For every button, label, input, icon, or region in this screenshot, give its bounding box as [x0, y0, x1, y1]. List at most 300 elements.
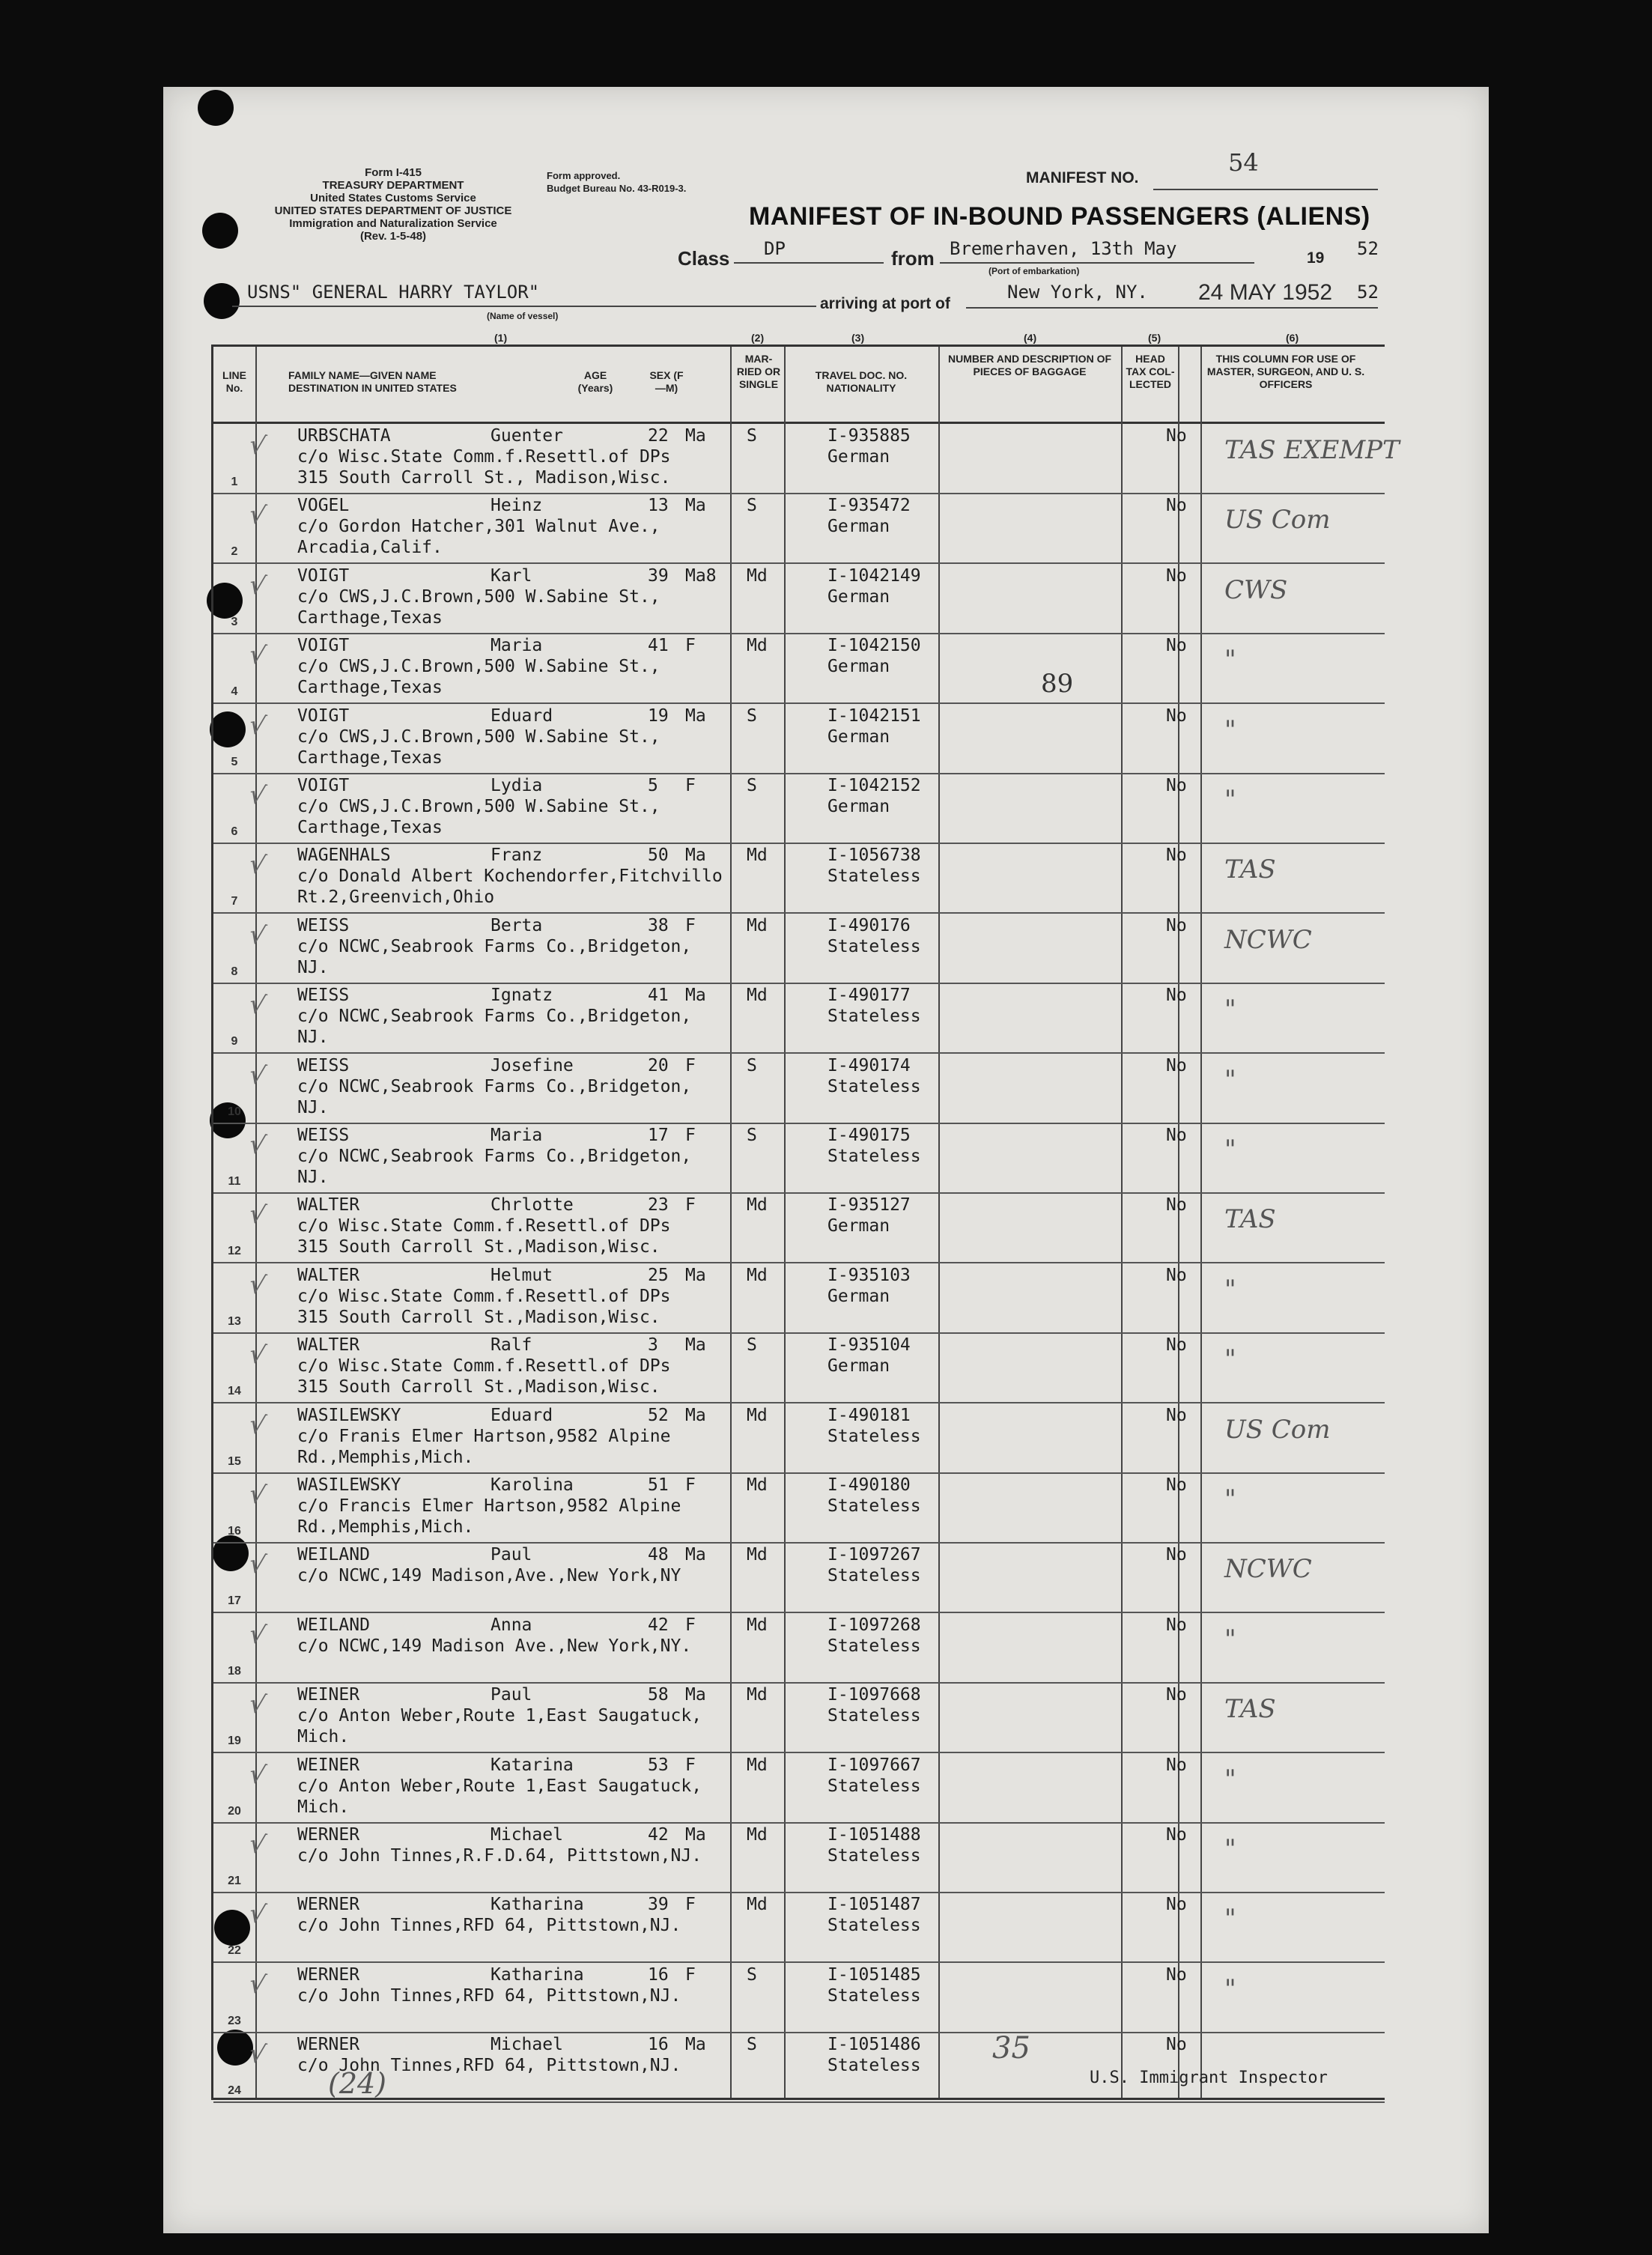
destination-line-1: c/o NCWC,149 Madison,Ave.,New York,NY	[297, 1566, 681, 1586]
destination-line-1: c/o NCWC,Seabrook Farms Co.,Bridgeton,	[297, 936, 692, 956]
check-mark-icon: √	[246, 1618, 268, 1651]
destination-line-1: c/o Wisc.State Comm.f.Resettl.of DPs	[297, 1216, 671, 1236]
table-row	[213, 1612, 1385, 1684]
line-number: 8	[231, 965, 238, 978]
manifest-title: MANIFEST OF IN-BOUND PASSENGERS (ALIENS)	[749, 202, 1370, 231]
line-number: 22	[228, 1944, 241, 1958]
destination-line-2: 315 South Carroll St.,Madison,Wisc.	[297, 1237, 661, 1257]
marital-status: S	[747, 1126, 757, 1145]
passenger-given-name: Maria	[491, 636, 543, 656]
passenger-given-name: Maria	[491, 1126, 543, 1145]
destination-line-2: NJ.	[297, 957, 329, 977]
passenger-given-name: Lydia	[491, 776, 543, 795]
nationality: Stateless	[827, 2056, 921, 2076]
officer-note: "	[1224, 1764, 1236, 1794]
passenger-sex: F	[685, 1126, 696, 1145]
check-mark-icon: √	[246, 1129, 268, 1162]
destination-line-1: c/o NCWC,Seabrook Farms Co.,Bridgeton,	[297, 1007, 692, 1027]
head-tax: No	[1166, 1055, 1187, 1075]
passenger-age: 25	[648, 1265, 669, 1285]
marital-status: Md	[747, 846, 768, 866]
travel-doc-number: I-490181	[827, 1405, 911, 1425]
table-row	[213, 843, 1385, 914]
nationality: German	[827, 586, 890, 607]
marital-status: Md	[747, 565, 768, 586]
marital-status: S	[747, 496, 757, 516]
table-row	[213, 703, 1385, 774]
travel-doc-number: I-1042152	[827, 776, 921, 795]
line-number: 17	[228, 1594, 241, 1608]
passenger-sex: F	[685, 1755, 696, 1775]
class-label: Class	[678, 247, 730, 270]
check-mark-icon: √	[246, 1198, 268, 1231]
col-baggage: NUMBER AND DESCRIPTION OF PIECES OF BAGGAGE	[947, 353, 1112, 377]
table-row	[213, 1472, 1385, 1544]
head-tax: No	[1166, 496, 1187, 516]
table-row	[213, 1403, 1385, 1474]
line-number: 24	[228, 2084, 241, 2098]
marital-status: S	[747, 776, 757, 795]
destination-line-2: NJ.	[297, 1097, 329, 1117]
officer-note: US Com	[1224, 1414, 1331, 1445]
officer-note: "	[1224, 1624, 1236, 1654]
nationality: German	[827, 797, 890, 816]
passenger-sex: F	[685, 1055, 696, 1075]
check-mark-icon: √	[246, 709, 268, 742]
passenger-sex: F	[685, 1615, 696, 1635]
passenger-surname: VOIGT	[297, 565, 350, 586]
table-row	[213, 1123, 1385, 1194]
nationality: Stateless	[827, 1846, 921, 1866]
marital-status: Md	[747, 1475, 768, 1495]
passenger-surname: WERNER	[297, 2035, 360, 2055]
manifest-no-underline	[1153, 189, 1378, 190]
head-tax: No	[1166, 1825, 1187, 1845]
year-prefix: 19	[1307, 249, 1325, 267]
manifest-no-value: 54	[1228, 148, 1259, 177]
head-tax: No	[1166, 2035, 1187, 2055]
head-tax: No	[1166, 1685, 1187, 1705]
head-tax: No	[1166, 426, 1187, 446]
nationality: German	[827, 1216, 890, 1236]
marital-status: Md	[747, 1895, 768, 1915]
line-number: 21	[228, 1875, 241, 1887]
passenger-surname: WERNER	[297, 1895, 360, 1915]
marital-status: Md	[747, 1685, 768, 1705]
manifest-table	[211, 332, 1400, 2100]
passenger-given-name: Karl	[491, 565, 532, 586]
passenger-age: 42	[648, 1615, 669, 1635]
travel-doc-number: I-1042150	[827, 636, 921, 656]
passenger-given-name: Katharina	[491, 1895, 584, 1915]
marital-status: Md	[747, 986, 768, 1006]
table-row	[213, 1192, 1385, 1263]
officer-note: "	[1224, 1834, 1236, 1864]
line-number: 14	[228, 1385, 241, 1398]
check-mark-icon: √	[246, 919, 268, 952]
head-tax: No	[1166, 1405, 1187, 1425]
passenger-surname: WERNER	[297, 1825, 360, 1845]
passenger-sex: Ma	[685, 426, 706, 446]
passenger-age: 38	[648, 915, 669, 935]
travel-doc-number: I-935472	[827, 496, 911, 516]
col-head-tax: HEAD TAX COL-LECTED	[1126, 353, 1175, 390]
nationality: Stateless	[827, 1076, 921, 1096]
head-tax: No	[1166, 565, 1187, 586]
nationality: Stateless	[827, 936, 921, 956]
travel-doc-number: I-1097268	[827, 1615, 921, 1635]
passenger-surname: WAGENHALS	[297, 846, 391, 866]
officer-note: "	[1224, 1344, 1236, 1375]
nationality: Stateless	[827, 1147, 921, 1166]
table-row	[213, 913, 1385, 984]
passenger-age: 20	[648, 1055, 669, 1075]
travel-doc-number: I-490177	[827, 986, 911, 1006]
nationality: German	[827, 1356, 890, 1377]
year-value: 52	[1357, 238, 1379, 259]
officer-note: "	[1224, 785, 1236, 815]
passenger-surname: WALTER	[297, 1195, 360, 1215]
form-approval: Form approved. Budget Bureau No. 43-R019-3.	[547, 170, 687, 194]
travel-doc-number: I-490176	[827, 915, 911, 935]
line-number: 1	[231, 476, 238, 488]
passenger-age: 16	[648, 2035, 669, 2055]
passenger-surname: WEISS	[297, 915, 350, 935]
travel-doc-number: I-1042151	[827, 705, 921, 726]
passenger-given-name: Franz	[491, 846, 543, 866]
officer-note: US Com	[1224, 505, 1331, 535]
passenger-surname: WASILEWSKY	[297, 1475, 401, 1495]
officer-note: CWS	[1224, 574, 1288, 605]
passenger-age: 52	[648, 1405, 669, 1425]
destination-line-2: 315 South Carroll St.,Madison,Wisc.	[297, 1377, 661, 1397]
destination-line-1: c/o Donald Albert Kochendorfer,Fitchvillo	[297, 867, 723, 887]
line-number: 19	[228, 1735, 241, 1748]
class-value: DP	[764, 238, 786, 259]
handwritten-count: 35	[992, 2031, 1030, 2066]
passenger-age: 17	[648, 1126, 669, 1145]
check-mark-icon: √	[246, 1548, 268, 1581]
travel-doc-number: I-1051486	[827, 2035, 921, 2055]
check-mark-icon: √	[246, 1758, 268, 1791]
passenger-sex: F	[685, 776, 696, 795]
check-mark-icon: √	[246, 2038, 268, 2071]
nationality: Stateless	[827, 1985, 921, 2006]
line-number: 10	[228, 1105, 241, 1118]
head-tax: No	[1166, 1475, 1187, 1495]
destination-line-1: c/o CWS,J.C.Brown,500 W.Sabine St.,	[297, 797, 661, 816]
col-sex: SEX (F—M)	[649, 369, 684, 394]
check-mark-icon: √	[246, 989, 268, 1022]
col-number-4: (4)	[1024, 332, 1037, 344]
line-number: 12	[228, 1245, 241, 1258]
nationality: German	[827, 726, 890, 747]
travel-doc-number: I-490180	[827, 1475, 911, 1495]
marital-status: Md	[747, 1405, 768, 1425]
head-tax: No	[1166, 1335, 1187, 1356]
vessel-caption: (Name of vessel)	[487, 311, 559, 321]
officer-note: "	[1224, 1064, 1236, 1095]
marital-status: S	[747, 1055, 757, 1075]
col-number-6: (6)	[1286, 332, 1299, 344]
officer-note: "	[1224, 1135, 1236, 1165]
passenger-age: 48	[648, 1545, 669, 1565]
vessel-underline	[232, 306, 816, 307]
line-number: 6	[231, 825, 238, 838]
from-underline	[940, 262, 1254, 264]
passenger-sex: F	[685, 1195, 696, 1215]
nationality: Stateless	[827, 1706, 921, 1726]
passenger-surname: WEINER	[297, 1685, 360, 1705]
travel-doc-number: I-935127	[827, 1195, 911, 1215]
col-officers: THIS COLUMN FOR USE OF MASTER, SURGEON, AND U. S. OFFICERS	[1206, 353, 1365, 390]
table-row	[213, 1332, 1385, 1403]
table-row	[213, 1053, 1385, 1124]
table-row	[213, 983, 1385, 1054]
destination-line-2: Mich.	[297, 1797, 350, 1817]
check-mark-icon: √	[246, 849, 268, 881]
nationality: Stateless	[827, 1496, 921, 1516]
travel-doc-number: I-1097668	[827, 1685, 921, 1705]
check-mark-icon: √	[246, 1059, 268, 1092]
destination-line-1: c/o Wisc.State Comm.f.Resettl.of DPs	[297, 447, 671, 467]
head-tax: No	[1166, 1545, 1187, 1565]
table-row	[213, 1542, 1385, 1613]
destination-line-1: c/o Anton Weber,Route 1,East Saugatuck,	[297, 1776, 702, 1796]
travel-doc-number: I-935103	[827, 1265, 911, 1285]
marital-status: Md	[747, 1615, 768, 1635]
passenger-given-name: Eduard	[491, 705, 553, 726]
destination-line-2: Carthage,Texas	[297, 678, 443, 698]
table-row	[213, 1263, 1385, 1334]
check-mark-icon: √	[246, 1968, 268, 2001]
line-number: 15	[228, 1454, 241, 1468]
marital-status: Md	[747, 1545, 768, 1565]
officer-note: "	[1224, 1274, 1236, 1305]
passenger-age: 42	[648, 1825, 669, 1845]
nationality: Stateless	[827, 867, 921, 887]
check-mark-icon: √	[246, 499, 268, 532]
from-caption: (Port of embarkation)	[989, 266, 1080, 276]
table-row	[213, 2032, 1385, 2103]
marital-status: Md	[747, 1755, 768, 1775]
destination-line-1: c/o John Tinnes,RFD 64, Pittstown,NJ.	[297, 1916, 681, 1936]
arriving-value: New York, NY.	[1007, 282, 1148, 303]
arriving-label: arriving at port of	[820, 295, 950, 312]
form-identification: Form I-415 TREASURY DEPARTMENT United States Customs Service UNITED STATES DEPARTMENT OF JUSTICE Immigration and Naturalization Service (Rev. 1-5-48)	[274, 166, 512, 243]
destination-line-2: Carthage,Texas	[297, 747, 443, 768]
line-number: 7	[231, 895, 238, 908]
class-underline	[734, 262, 884, 264]
passenger-age: 39	[648, 565, 669, 586]
passenger-surname: VOIGT	[297, 636, 350, 656]
passenger-given-name: Paul	[491, 1545, 532, 1565]
line-number: 5	[231, 755, 238, 768]
nationality: Stateless	[827, 1007, 921, 1027]
passenger-given-name: Anna	[491, 1615, 532, 1635]
check-mark-icon: √	[246, 1898, 268, 1931]
passenger-age: 5	[648, 776, 658, 795]
check-mark-icon: √	[246, 1828, 268, 1861]
destination-line-1: c/o Franis Elmer Hartson,9582 Alpine	[297, 1426, 671, 1446]
passenger-given-name: Katarina	[491, 1755, 574, 1775]
marital-status: Md	[747, 1265, 768, 1285]
travel-doc-number: I-1051485	[827, 1964, 921, 1985]
check-mark-icon: √	[246, 1269, 268, 1302]
officer-note: NCWC	[1224, 1554, 1312, 1585]
marital-status: S	[747, 1335, 757, 1356]
check-mark-icon: √	[246, 639, 268, 672]
destination-line-2: 315 South Carroll St.,Madison,Wisc.	[297, 1307, 661, 1327]
destination-line-1: c/o CWS,J.C.Brown,500 W.Sabine St.,	[297, 586, 661, 607]
passenger-age: 16	[648, 1964, 669, 1985]
passenger-surname: WASILEWSKY	[297, 1405, 401, 1425]
passenger-surname: WEISS	[297, 1055, 350, 1075]
travel-doc-number: I-490175	[827, 1126, 911, 1145]
passenger-age: 41	[648, 986, 669, 1006]
passenger-surname: WERNER	[297, 1964, 360, 1985]
marital-status: S	[747, 705, 757, 726]
table-row	[213, 773, 1385, 844]
table-row	[213, 1682, 1385, 1753]
passenger-surname: VOIGT	[297, 705, 350, 726]
arrival-date-stamp: 24 MAY 1952	[1198, 280, 1333, 305]
destination-line-1: c/o Wisc.State Comm.f.Resettl.of DPs	[297, 1286, 671, 1306]
passenger-sex: F	[685, 1964, 696, 1985]
destination-line-2: 315 South Carroll St., Madison,Wisc.	[297, 468, 671, 488]
passenger-surname: WEILAND	[297, 1545, 370, 1565]
col-number-3: (3)	[851, 332, 865, 344]
line-number: 2	[231, 545, 238, 559]
table-row	[213, 1962, 1385, 2033]
nationality: German	[827, 1286, 890, 1306]
officer-note: TAS	[1224, 1694, 1276, 1725]
line-number: 11	[228, 1175, 241, 1188]
destination-line-1: c/o Wisc.State Comm.f.Resettl.of DPs	[297, 1356, 671, 1377]
passenger-given-name: Katharina	[491, 1964, 584, 1985]
col-number-2: (2)	[751, 332, 765, 344]
line-number: 23	[228, 2014, 241, 2027]
col-age: AGE (Years)	[577, 369, 613, 394]
travel-doc-number: I-1042149	[827, 565, 921, 586]
passenger-sex: Ma	[685, 1335, 706, 1356]
line-number: 4	[231, 685, 238, 699]
passenger-sex: Ma	[685, 2035, 706, 2055]
passenger-sex: F	[685, 1895, 696, 1915]
passenger-sex: Ma	[685, 986, 706, 1006]
destination-line-1: c/o Anton Weber,Route 1,East Saugatuck,	[297, 1706, 702, 1726]
passenger-surname: WEISS	[297, 1126, 350, 1145]
col-name-destination: FAMILY NAME—GIVEN NAME DESTINATION IN UNITED STATES	[288, 369, 457, 394]
destination-line-2: NJ.	[297, 1168, 329, 1187]
destination-line-1: c/o CWS,J.C.Brown,500 W.Sabine St.,	[297, 726, 661, 747]
destination-line-1: c/o John Tinnes,R.F.D.64, Pittstown,NJ.	[297, 1846, 702, 1866]
marital-status: S	[747, 426, 757, 446]
destination-line-1: c/o NCWC,Seabrook Farms Co.,Bridgeton,	[297, 1147, 692, 1166]
col-number-5: (5)	[1148, 332, 1161, 344]
col-married: MAR-RIED OR SINGLE	[736, 353, 781, 390]
table-row	[213, 423, 1400, 494]
passenger-sex: Ma	[685, 705, 706, 726]
col-line-no: LINE No.	[222, 369, 246, 394]
passenger-sex: Ma	[685, 1405, 706, 1425]
nationality: Stateless	[827, 1916, 921, 1936]
table-row	[213, 1752, 1385, 1824]
from-value: Bremerhaven, 13th May	[950, 238, 1177, 259]
travel-doc-number: I-1056738	[827, 846, 921, 866]
head-tax: No	[1166, 636, 1187, 656]
inspector-signature-label: U.S. Immigrant Inspector	[1090, 2069, 1328, 2087]
nationality: German	[827, 447, 890, 467]
passenger-surname: VOGEL	[297, 496, 350, 516]
marital-status: Md	[747, 915, 768, 935]
passenger-sex: Ma	[685, 496, 706, 516]
passenger-surname: WALTER	[297, 1265, 360, 1285]
passenger-given-name: Eduard	[491, 1405, 553, 1425]
passenger-age: 50	[648, 846, 669, 866]
passenger-given-name: Ralf	[491, 1335, 532, 1356]
passenger-surname: WEINER	[297, 1755, 360, 1775]
passenger-sex: Ma	[685, 846, 706, 866]
officer-note: "	[1224, 1484, 1236, 1514]
passenger-given-name: Berta	[491, 915, 543, 935]
passenger-age: 19	[648, 705, 669, 726]
check-mark-icon: √	[246, 1478, 268, 1511]
check-mark-icon: √	[246, 1338, 268, 1371]
travel-doc-number: I-1097267	[827, 1545, 921, 1565]
head-tax: No	[1166, 846, 1187, 866]
destination-line-1: c/o Francis Elmer Hartson,9582 Alpine	[297, 1496, 681, 1516]
passenger-age: 53	[648, 1755, 669, 1775]
passenger-age: 3	[648, 1335, 658, 1356]
head-tax: No	[1166, 915, 1187, 935]
binder-hole	[204, 283, 240, 319]
travel-doc-number: I-1051487	[827, 1895, 921, 1915]
marital-status: Md	[747, 1825, 768, 1845]
passenger-given-name: Guenter	[491, 426, 563, 446]
destination-line-2: Mich.	[297, 1727, 350, 1747]
check-mark-icon: √	[246, 779, 268, 812]
line-number: 13	[228, 1314, 241, 1328]
officer-note: TAS	[1224, 1204, 1276, 1235]
officer-note: NCWC	[1224, 924, 1312, 955]
head-tax: No	[1166, 1126, 1187, 1145]
destination-line-1: c/o NCWC,Seabrook Farms Co.,Bridgeton,	[297, 1076, 692, 1096]
destination-line-2: Arcadia,Calif.	[297, 538, 443, 558]
passenger-sex: Ma	[685, 1265, 706, 1285]
head-tax: No	[1166, 1895, 1187, 1915]
officer-note: TAS	[1224, 855, 1276, 885]
destination-line-2: NJ.	[297, 1028, 329, 1048]
nationality: German	[827, 517, 890, 537]
passenger-age: 51	[648, 1475, 669, 1495]
destination-line-2: Rd.,Memphis,Mich.	[297, 1447, 474, 1467]
col-travel-doc: TRAVEL DOC. NO. NATIONALITY	[815, 369, 908, 394]
travel-doc-number: I-935104	[827, 1335, 911, 1356]
passenger-age: 39	[648, 1895, 669, 1915]
check-mark-icon: √	[246, 569, 268, 602]
line-number: 20	[228, 1804, 241, 1818]
passenger-surname: WEISS	[297, 986, 350, 1006]
officer-note: "	[1224, 995, 1236, 1025]
passenger-given-name: Heinz	[491, 496, 543, 516]
binder-hole	[198, 90, 234, 126]
nationality: Stateless	[827, 1426, 921, 1446]
passenger-sex: F	[685, 915, 696, 935]
head-tax: No	[1166, 1964, 1187, 1985]
nationality: Stateless	[827, 1566, 921, 1586]
binder-hole	[202, 213, 238, 249]
